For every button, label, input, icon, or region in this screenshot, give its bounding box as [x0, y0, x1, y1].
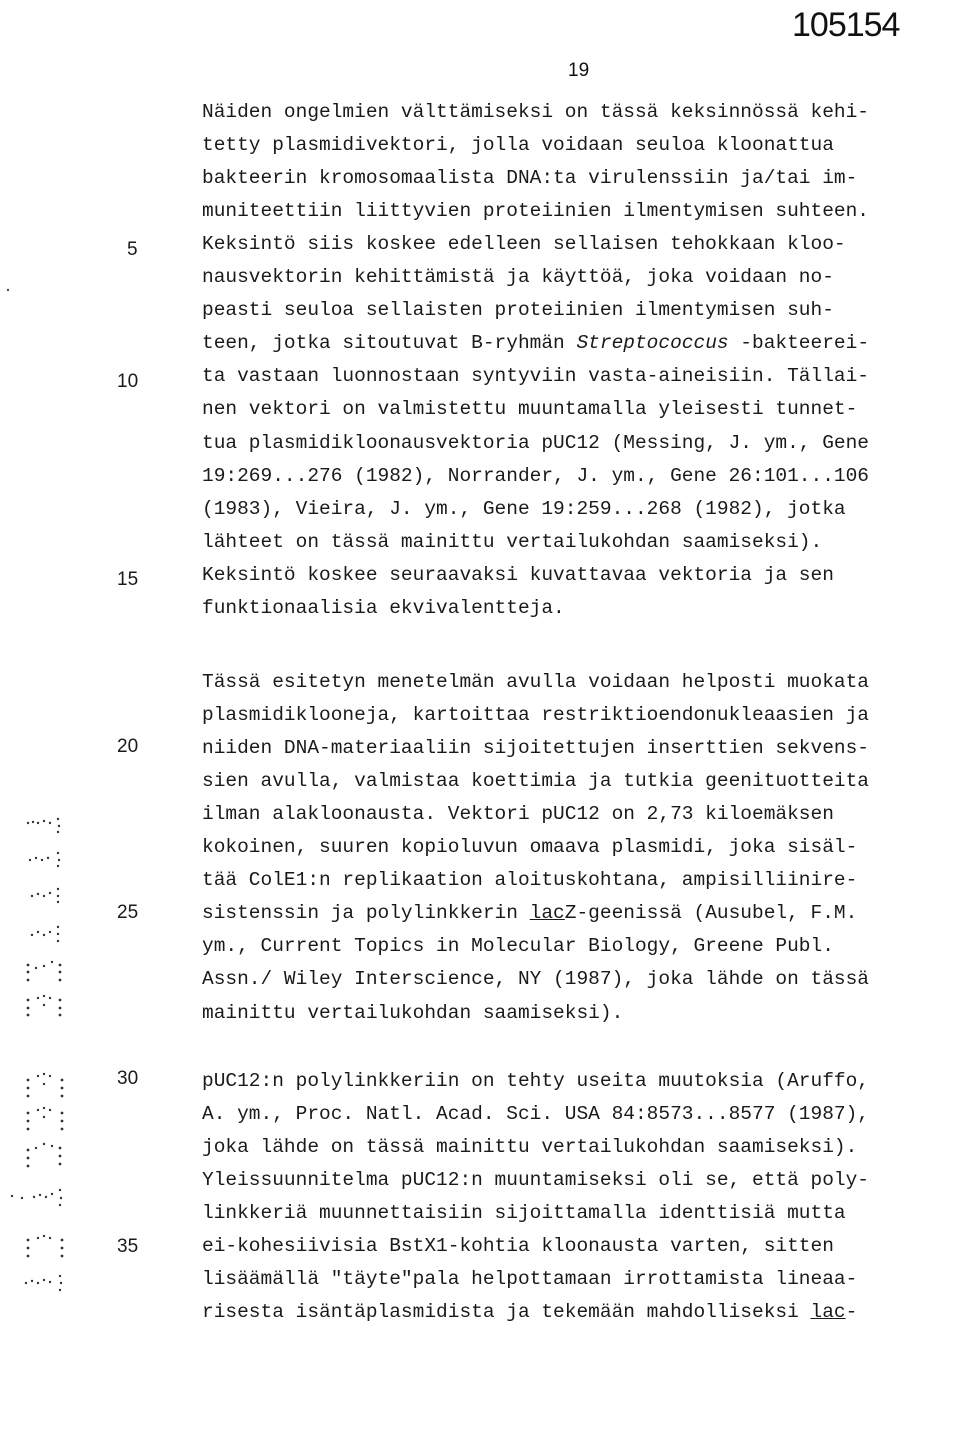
text-segment: - [845, 1301, 858, 1324]
text-line: nausvektorin kehittämistä ja käyttöä, joka voidaan no- [202, 266, 834, 289]
text-line: tää ColE1:n replikaation aloituskohtana, ampisilliinire- [202, 869, 858, 892]
text-segment: risesta isäntäplasmidista ja tekemään mahdolliseksi [202, 1301, 811, 1324]
text-line [202, 334, 869, 354]
margin-line-number: 5 [127, 239, 138, 260]
text-line: pUC12:n polylinkkeriin on tehty useita muutoksia (Aruffo, [202, 1070, 870, 1092]
text-line: ym., Current Topics in Molecular Biology, Greene Publ. [202, 935, 834, 958]
margin-line-number: 25 [117, 902, 139, 923]
margin-dot-marks-graphic [0, 0, 100, 1435]
text-line: plasmidiklooneja, kartoittaa restriktioendonukleaasien ja [202, 704, 870, 727]
text-line: joka lähde on tässä mainittu vertailukohdan saamiseksi). [202, 1136, 858, 1159]
text-line: tetty plasmidivektori, jolla voidaan seuloa kloonattua [202, 134, 834, 157]
text-line: A. ym., Proc. Natl. Acad. Sci. USA 84:8573...8577 (1987), [202, 1103, 870, 1126]
text-line [202, 904, 857, 924]
document-number: 105154 [792, 6, 900, 44]
margin-line-number: 35 [117, 1236, 139, 1257]
text-line: Keksintö koskee seuraavaksi kuvattavaa vektoria ja sen [202, 563, 834, 586]
text-line: Assn./ Wiley Interscience, NY (1987), joka lähde on tässä [202, 968, 870, 991]
text-line: sien avulla, valmistaa koettimia ja tutkia geenituotteita [202, 770, 870, 793]
text-line: ta vastaan luonnostaan syntyviin vasta-aineisiin. Tällai- [202, 365, 870, 388]
text-segment: teen, jotka sitoutuvat B-ryhmän [202, 332, 577, 355]
gene-name-underlined: lac [529, 902, 565, 925]
text-line: funktionaalisia ekvivalentteja. [202, 596, 565, 619]
gene-name-underlined: lac [810, 1301, 846, 1324]
species-name-italic: Streptococcus [576, 332, 729, 355]
text-line: lisäämällä "täyte"pala helpottamaan irrottamista lineaa- [202, 1268, 858, 1291]
text-line: lähteet on tässä mainittu vertailukohdan saamiseksi). [202, 530, 823, 553]
text-line: bakteerin kromosomaalista DNA:ta virulenssiin ja/tai im- [202, 167, 858, 190]
text-line: ilman alakloonausta. Vektori pUC12 on 2,73 kiloemäksen [202, 803, 834, 826]
text-line: ei-kohesiivisia BstX1-kohtia kloonausta varten, sitten [202, 1235, 834, 1258]
text-line: linkkeriä muunnettaisiin sijoittamalla identtisiä mutta [202, 1202, 846, 1225]
text-line: (1983), Vieira, J. ym., Gene 19:259...268 (1982), jotka [202, 497, 846, 520]
margin-line-number: 15 [117, 569, 139, 590]
margin-line-number: 20 [117, 736, 139, 757]
text-segment: -bakteerei- [728, 332, 870, 355]
text-line: kokoinen, suuren kopioluvun omaava plasmidi, joka sisäl- [202, 836, 858, 859]
text-line: Näiden ongelmien välttämiseksi on tässä keksinnössä kehi- [202, 101, 870, 123]
text-line: Tässä esitetyn menetelmän avulla voidaan helposti muokata [202, 671, 870, 693]
margin-line-number: 10 [117, 371, 139, 392]
text-line: nen vektori on valmistettu muuntamalla yleisesti tunnet- [202, 398, 858, 421]
text-line: Yleissuunnitelma pUC12:n muuntamiseksi oli se, että poly- [202, 1169, 870, 1192]
margin-line-number: 30 [117, 1068, 139, 1089]
text-line [202, 1303, 857, 1323]
text-line: muniteettiin liittyvien proteiinien ilmentymisen suhteen. [202, 200, 870, 223]
text-line: niiden DNA-materiaaliin sijoitettujen inserttien sekvens- [202, 737, 870, 760]
text-line: Keksintö siis koskee edelleen sellaisen tehokkaan kloo- [202, 233, 846, 256]
text-segment: Z-geenissä (Ausubel, F.M. [564, 902, 858, 925]
text-line: peasti seuloa sellaisten proteiinien ilmentymisen suh- [202, 299, 834, 322]
text-line: tua plasmidikloonausvektoria pUC12 (Messing, J. ym., Gene [202, 431, 870, 454]
text-line: 19:269...276 (1982), Norrander, J. ym., Gene 26:101...106 [202, 464, 870, 487]
page-number: 19 [568, 60, 590, 81]
text-segment: sistenssin ja polylinkkerin [202, 902, 530, 925]
text-line: mainittu vertailukohdan saamiseksi). [202, 1001, 624, 1024]
